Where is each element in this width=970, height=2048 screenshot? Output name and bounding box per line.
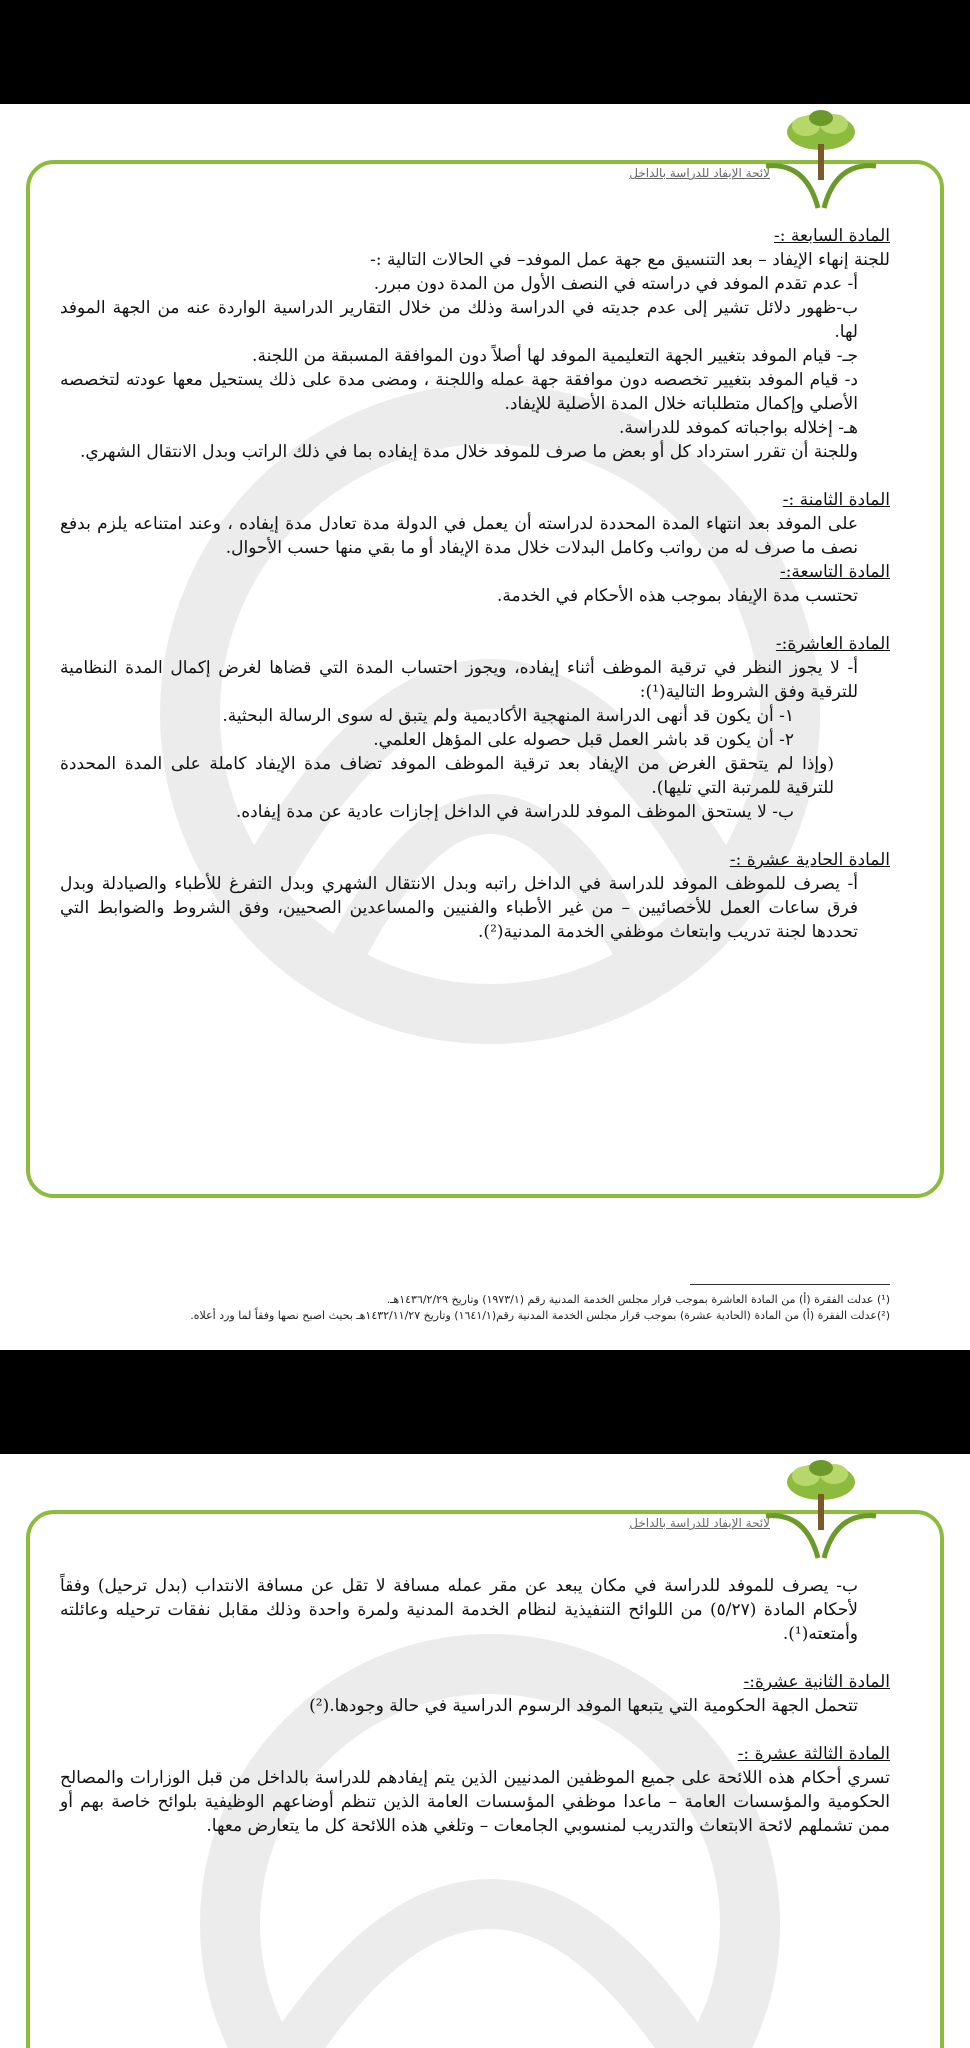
paragraph: ب- يصرف للموفد للدراسة في مكان يبعد عن مقر عمله مسافة لا تقل عن مسافة الانتداب (بدل ترحيل) وفقاً لأحكام المادة (٥/٢٧) من اللوائح التنفيذية لنظام الخدمة المدنية ولمرة واحدة وذلك مقابل نفقات ترحيله وعائلته وأمتعته(¹). <box>60 1576 858 1644</box>
paragraph: ١- أن يكون قد أنهى الدراسة المنهجية الأكاديمية ولم يتبق له سوى الرسالة البحثية. <box>222 706 794 726</box>
article-heading: المادة الثالثة عشرة :- <box>737 1744 890 1764</box>
footnote: (²)عدلت الفقرة (أ) من المادة (الحادية عشرة) بموجب قرار مجلس الخدمة المدنية رقم(١٦٤١/١) وتاريخ ١٤٣٢/١١/٢٧هـ بحيث اصبح نصها وفقاً لما ورد أعلاه. <box>190 1309 890 1322</box>
palm-swords-logo-icon-2 <box>756 1454 886 1572</box>
page-1-running-header: لائحة الإيفاد للدراسة بالداخل <box>629 166 770 180</box>
article-heading: المادة الحادية عشرة :- <box>729 850 890 870</box>
page-1-body <box>60 224 890 944</box>
article-heading: المادة العاشرة:- <box>775 634 890 654</box>
document-page-2 <box>0 1454 970 2048</box>
article-heading: المادة السابعة :- <box>774 226 890 246</box>
paragraph-spacer <box>60 1646 890 1670</box>
paragraph: تتحمل الجهة الحكومية التي يتبعها الموفد الرسوم الدراسية في حالة وجودها.(²) <box>309 1696 858 1716</box>
page-2-running-header: لائحة الإيفاد للدراسة بالداخل <box>629 1516 770 1530</box>
paragraph: ب- لا يستحق الموظف الموفد للدراسة في الداخل إجازات عادية عن مدة إيفاده. <box>235 802 794 822</box>
paragraph: وللجنة أن تقرر استرداد كل أو بعض ما صرف للموفد خلال مدة إيفاده بما في ذلك الراتب وبدل الانتقال الشهري. <box>79 442 858 462</box>
paragraph: جـ- قيام الموفد بتغيير الجهة التعليمية الموفد لها أصلاً دون الموافقة المسبقة من اللجنة. <box>252 346 858 366</box>
footnote: (¹) عدلت الفقرة (أ) من المادة العاشرة بموجب قرار مجلس الخدمة المدنية رقم (١٩٧٣/١) وتاريخ ١٤٣٦/٢/٢٩هـ. <box>386 1293 890 1306</box>
paragraph: أ- يصرف للموظف الموفد للدراسة في الداخل راتبه وبدل الانتقال الشهري وبدل التفرغ للأطباء والصيادلة وبدل فرق ساعات العمل للأخصائيين – من غير الأطباء والفنيين والمساعدين الصحيين، وفق الشروط والضوابط التي تحددها لجنة تدريب وابتعاث موظفي الخدمة المدنية(²). <box>60 874 858 942</box>
paragraph: أ- لا يجوز النظر في ترقية الموظف أثناء إيفاده، ويجوز احتساب المدة التي قضاها لغرض إكمال المدة النظامية للترقية وفق الشروط التالية(¹): <box>60 658 858 702</box>
paragraph-spacer <box>60 608 890 632</box>
paragraph: ٢- أن يكون قد باشر العمل قبل حصوله على المؤهل العلمي. <box>373 730 794 750</box>
paragraph: تسري أحكام هذه اللائحة على جميع الموظفين المدنيين الذين يتم إيفادهم للدراسة بالداخل من قبل الوزارات والمصالح الحكومية والمؤسسات العامة – ماعدا موظفي المؤسسات العامة الذين تنظم أوضاعهم الوظيفية بلوائح خاصة بهم أو ممن تشملهم لائحة الابتعاث والتدريب لمنسوبي الجامعات – وتلغي هذه اللائحة كل ما يتعارض معها. <box>60 1768 890 1836</box>
article-heading: المادة التاسعة:- <box>779 562 890 582</box>
paragraph-spacer <box>60 1718 890 1742</box>
paragraph: أ- عدم تقدم الموفد في دراسته في النصف الأول من المدة دون مبرر. <box>373 274 858 294</box>
paragraph: للجنة إنهاء الإيفاد – بعد التنسيق مع جهة عمل الموفد– في الحالات التالية :- <box>370 250 890 270</box>
paragraph: (وإذا لم يتحقق الغرض من الإيفاد بعد ترقية الموظف الموفد تضاف مدة الإيفاد كاملة على المدة المحددة للترقية للمرتبة التي تليها). <box>60 754 834 798</box>
paragraph: د- قيام الموفد بتغيير تخصصه دون موافقة جهة عمله واللجنة ، ومضى مدة على ذلك يستحيل معها عودته لتخصصه الأصلي وإكمال متطلباته خلال المدة الأصلية للإيفاد. <box>60 370 858 414</box>
paragraph-spacer <box>60 824 890 848</box>
article-heading: المادة الثامنة :- <box>782 490 890 510</box>
palm-swords-logo-icon <box>756 104 886 222</box>
page-2-body <box>60 1574 890 1838</box>
paragraph: ب-ظهور دلائل تشير إلى عدم جديته في الدراسة وذلك من خلال التقارير الدراسية الواردة عنه من الجهة الموفد لها. <box>60 298 858 342</box>
document-page-1 <box>0 104 970 1350</box>
paragraph-spacer <box>60 464 890 488</box>
footnote-separator <box>690 1284 890 1285</box>
article-heading: المادة الثانية عشرة:- <box>743 1672 890 1692</box>
top-black-band <box>0 0 970 104</box>
paragraph: تحتسب مدة الإيفاد بموجب هذه الأحكام في الخدمة. <box>496 586 858 606</box>
middle-black-band <box>0 1350 970 1454</box>
page-1-footnotes <box>60 1292 890 1324</box>
paragraph: على الموفد بعد انتهاء المدة المحددة لدراسته أن يعمل في الدولة مدة تعادل مدة إيفاده ، وعند امتناعه يلزم بدفع نصف ما صرف له من رواتب وكامل البدلات خلال مدة الإيفاد أو ما بقي منها حسب الأحوال. <box>60 514 858 558</box>
paragraph: هـ- إخلاله بواجباته كموفد للدراسة. <box>618 418 858 438</box>
